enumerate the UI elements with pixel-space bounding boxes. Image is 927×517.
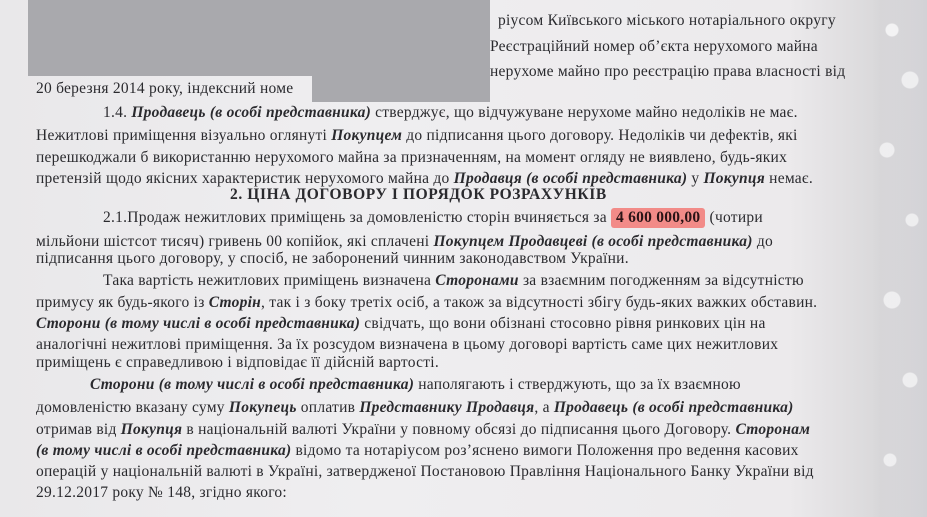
doc-line-4: 20 березня 2014 року, індексний номе <box>36 80 294 97</box>
clause-2-1: 2.1.Продаж нежитлових приміщень за домовленістю сторін вчиняється за 4 600 000,00 (чотири <box>103 209 763 226</box>
doc-line-6: Нежитлові приміщення візуально оглянуті Покупцем до підписання цього договору. Недоліків чи дефектів, які <box>36 127 798 144</box>
doc-line-20: отримав від Покупця в національній валюті України у повному обсязі до підписання цього Договору. Сторонам <box>36 421 811 438</box>
doc-line-12: підписання цього договору, у спосіб, не заборонений чинним законодавством України. <box>36 250 629 267</box>
price-highlight: 4 600 000,00 <box>611 208 705 228</box>
doc-line-22: операцій у національній валюті в Україні, затвердженої Постановою Правління Національного Банку України від <box>36 463 814 480</box>
doc-line-21: (в тому числі в особі представника) відомо та нотаріусом роз’яснено вимоги Положення про ведення касових <box>36 442 799 459</box>
redaction-block-top <box>28 0 490 76</box>
doc-line-15: Сторони (в тому числі в особі представника) свідчать, що вони обізнані стосовно рівня ринкових цін на <box>36 315 766 332</box>
doc-line-19: домовленістю вказану суму Покупець оплатив Представнику Продавця, а Продавець (в особі представника) <box>36 399 794 416</box>
clause-1-4: 1.4. Продавець (в особі представника) стверджує, що відчужуване нерухоме майно недоліків не має. <box>103 104 798 121</box>
doc-line-8: претензій щодо якісних характеристик нерухомого майна до Продавця (в особі представника) у Покупця немає. <box>36 170 813 187</box>
doc-line-3: нерухоме майно про реєстрацію права власності від <box>490 63 846 80</box>
doc-line-1: ріусом Київського міського нотаріального округу <box>498 12 836 29</box>
doc-line-7: перешкоджали б використанню нерухомого майна за призначенням, на момент огляду не виявлено, будь-яких <box>36 149 788 166</box>
doc-line-16: аналогічні нежитлові приміщення. За їх розсудом визначена в цьому договорі вартість саме цих нежитлових <box>36 336 779 353</box>
doc-line-2: Реєстраційний номер об’єкта нерухомого майна <box>490 38 818 55</box>
lace-background <box>872 0 927 517</box>
doc-line-17: приміщень є справедливою і відповідає її дійсній вартості. <box>36 354 439 371</box>
doc-line-14: примусу як будь-якого із Сторін, так і з боку третіх осіб, а також за відсутності збігу будь-яких важких обставин. <box>36 294 818 311</box>
doc-line-23: 29.12.2017 року № 148, згідно якого: <box>36 484 287 501</box>
doc-line-13: Така вартість нежитлових приміщень визначена Сторонами за взаємним погодженням за відсутністю <box>103 272 804 289</box>
doc-line-11: мільйони шістсот тисяч) гривень 00 копійок, які сплачені Покупцем Продавцеві (в особі представника) до <box>36 233 773 250</box>
redaction-block-index <box>312 76 490 102</box>
section-title: 2. ЦІНА ДОГОВОРУ І ПОРЯДОК РОЗРАХУНКІВ <box>230 186 607 203</box>
doc-line-18: Сторони (в тому числі в особі представника) наполягають і стверджують, що за їх взаємною <box>90 376 741 393</box>
